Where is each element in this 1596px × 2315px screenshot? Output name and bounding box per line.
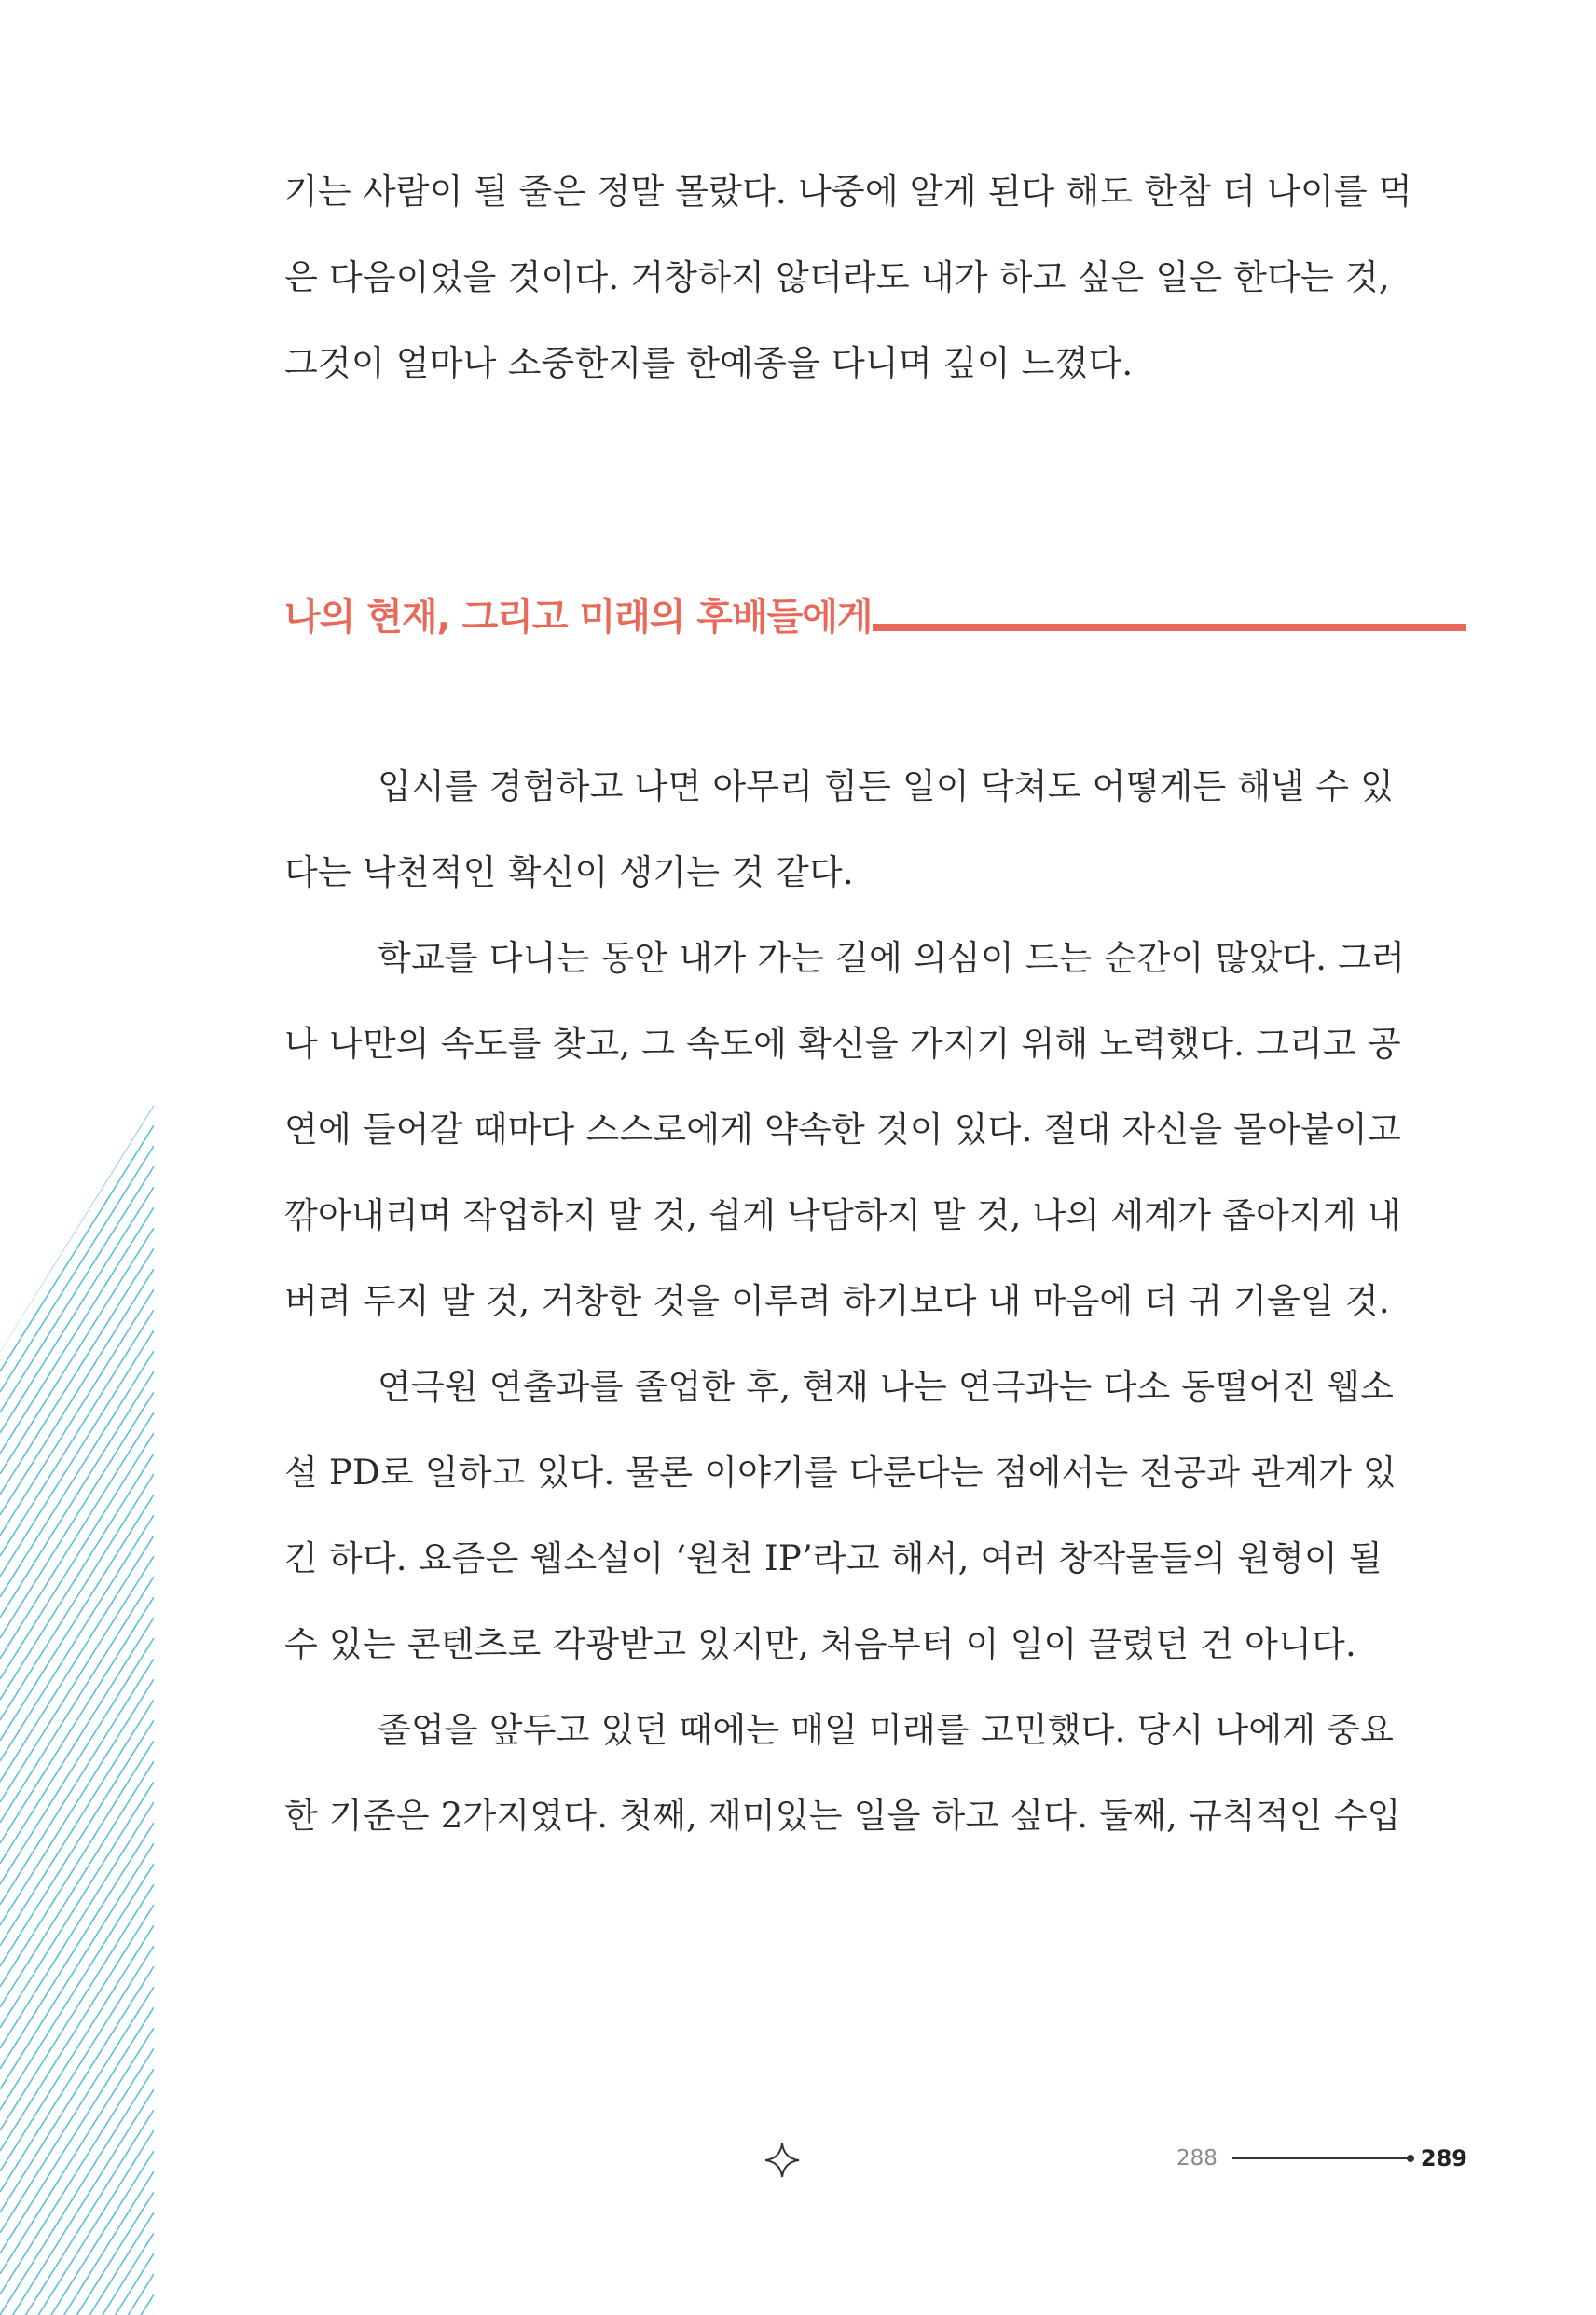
stripe-line — [0, 1556, 154, 1802]
stripe-line — [0, 1105, 154, 1228]
stripe-line — [0, 2048, 154, 2294]
stripe-line — [0, 1166, 154, 1412]
stripe-line — [0, 1392, 154, 1638]
stripe-line — [0, 1105, 154, 1166]
stripe-line — [0, 1105, 154, 1187]
stripe-line — [0, 1105, 154, 1289]
stripe-line — [0, 2007, 154, 2253]
text-line: 졸업을 앞두고 있던 때에는 매일 미래를 고민했다. 당시 나에게 중요 — [378, 1710, 1395, 1750]
stripe-line — [0, 1105, 154, 1125]
text-line: 학교를 다니는 동안 내가 가는 길에 의심이 드는 순간이 많았다. 그러 — [378, 938, 1406, 978]
page-number-rule — [1232, 2157, 1411, 2159]
text-line: 나 나만의 속도를 찾고, 그 속도에 확신을 가지기 위해 노력했다. 그리고 공 — [284, 1024, 1401, 1064]
stripe-line — [0, 1536, 154, 1782]
text-line: 입시를 경험하고 나면 아무리 힘든 일이 닥쳐도 어떻게든 해낼 수 있 — [378, 766, 1395, 806]
intro-paragraph — [284, 149, 1468, 407]
section-heading-text: 나의 현재, 그리고 미래의 후배들에게 — [284, 595, 873, 639]
stripe-line — [0, 1884, 154, 2130]
stripe-line — [0, 1310, 154, 1556]
stripe-line — [0, 1823, 154, 2069]
stripe-line — [0, 1289, 154, 1536]
text-line: 그것이 얼마나 소중한지를 한예종을 다니며 깊이 느꼈다. — [284, 343, 1134, 383]
stripe-line — [0, 1761, 154, 2007]
stripe-line — [0, 1618, 154, 1864]
text-line: 연극원 연출과를 졸업한 후, 현재 나는 연극과는 다소 동떨어진 웹소 — [378, 1367, 1395, 1407]
stripe-line — [0, 1105, 154, 1146]
stripe-line — [0, 1105, 154, 1207]
stripe-line — [0, 2253, 154, 2315]
text-line: 연에 들어갈 때마다 스스로에게 약속한 것이 있다. 절대 자신을 몰아붙이고 — [284, 1109, 1401, 1150]
four-point-star-icon — [763, 2141, 802, 2180]
stripe-line — [0, 1105, 154, 1248]
stripe-line — [0, 1371, 154, 1618]
text-line: 수 있는 콘텐츠로 각광받고 있지만, 처음부터 이 일이 끌렸던 건 아니다. — [284, 1624, 1356, 1664]
stripe-line — [0, 1207, 154, 1454]
stripe-line — [0, 1905, 154, 2151]
text-line: 한 기준은 2가지였다. 첫째, 재미있는 일을 하고 싶다. 둘째, 규칙적인 수입 — [284, 1796, 1401, 1836]
page-numbers — [1176, 2142, 1467, 2175]
section-heading — [284, 586, 1466, 641]
stripe-line — [0, 1679, 154, 1925]
page-number-left: 288 — [1176, 2146, 1218, 2170]
stripe-line — [0, 1720, 154, 1966]
stripe-line — [0, 1946, 154, 2192]
stripe-line — [0, 2069, 154, 2315]
page-number-right: 289 — [1420, 2145, 1467, 2171]
body-text — [284, 744, 1468, 1859]
stripe-line — [0, 1966, 154, 2212]
stripe-line — [0, 1741, 154, 1987]
stripe-line — [0, 1659, 154, 1905]
stripe-line — [0, 1248, 154, 1495]
stripe-line — [0, 1843, 154, 2089]
stripe-line — [0, 2130, 154, 2315]
stripe-line — [0, 1105, 154, 1330]
section-heading-underline — [873, 624, 1467, 631]
text-line: 깎아내리며 작업하지 말 것, 쉽게 낙담하지 말 것, 나의 세계가 좁아지게 내 — [284, 1195, 1401, 1235]
stripe-line — [0, 1925, 154, 2171]
stripe-line — [0, 1146, 154, 1392]
stripe-line — [0, 1125, 154, 1371]
stripe-line — [0, 1515, 154, 1761]
stripe-line — [0, 1351, 154, 1597]
stripe-line — [0, 2028, 154, 2274]
text-line: 버려 두지 말 것, 거창한 것을 이루려 하기보다 내 마음에 더 귀 기울일 것. — [284, 1281, 1390, 1321]
stripe-line — [0, 1700, 154, 1946]
text-line: 다는 낙천적인 확신이 생기는 것 같다. — [284, 852, 854, 892]
text-line: 긴 하다. 요즘은 웹소설이 ‘원천 IP’라고 해서, 여러 창작물들의 원형이 될 — [284, 1538, 1383, 1578]
stripe-line — [0, 1330, 154, 1577]
stripe-line — [0, 1269, 154, 1515]
stripe-line — [0, 1474, 154, 1720]
text-line: 기는 사람이 될 줄은 정말 몰랐다. 나중에 알게 된다 해도 한참 더 나이를 먹 — [284, 172, 1412, 212]
stripe-line — [0, 1412, 154, 1659]
stripe-line — [0, 1577, 154, 1823]
diagonal-stripes-decoration — [0, 1105, 154, 2315]
stripe-line — [0, 1495, 154, 1741]
stripe-line — [0, 1228, 154, 1474]
stripe-line — [0, 1105, 154, 1310]
stripe-line — [0, 1105, 154, 1351]
stripe-line — [0, 2089, 154, 2315]
stripe-line — [0, 1987, 154, 2233]
text-line: 은 다음이었을 것이다. 거창하지 않더라도 내가 하고 싶은 일은 한다는 것, — [284, 257, 1390, 297]
text-line: 설 PD로 일하고 있다. 물론 이야기를 다룬다는 점에서는 전공과 관계가 있 — [284, 1453, 1396, 1493]
stripe-line — [0, 1864, 154, 2110]
stripe-line — [0, 1802, 154, 2048]
stripe-line — [0, 1433, 154, 1679]
stripe-line — [0, 1454, 154, 1700]
stripe-line — [0, 1638, 154, 1884]
stripe-line — [0, 1782, 154, 2028]
stripe-line — [0, 1187, 154, 1433]
stripe-line — [0, 1597, 154, 1843]
